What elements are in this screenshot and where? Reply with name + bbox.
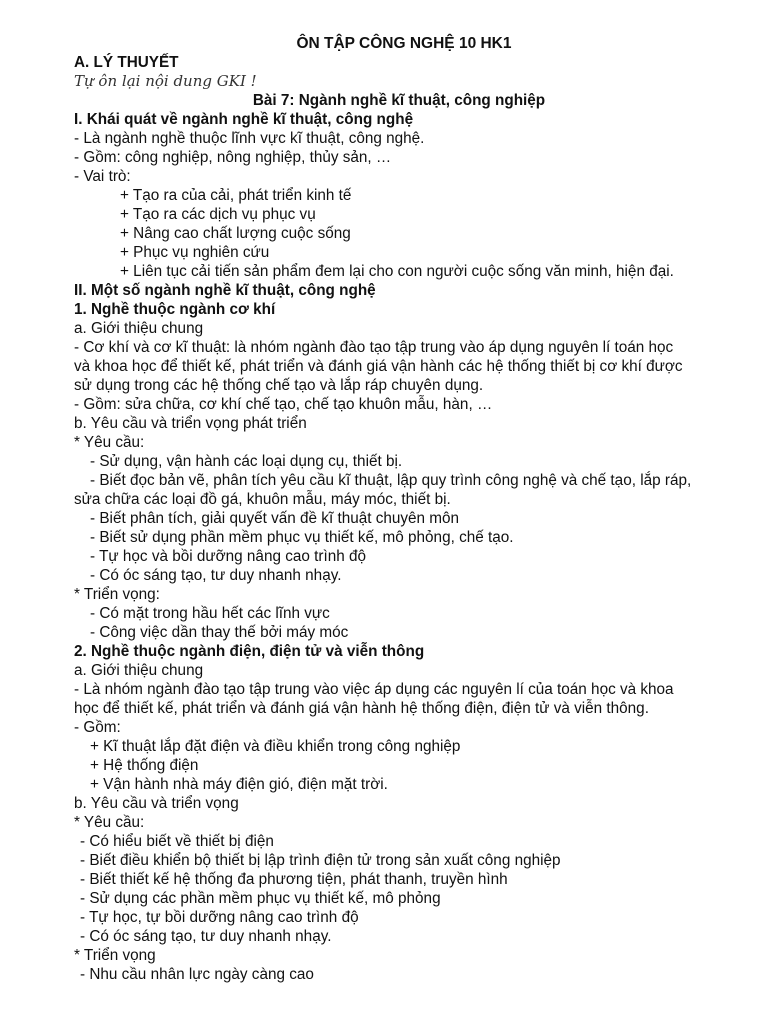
text-line: - Cơ khí và cơ kĩ thuật: là nhóm ngành đào tạo tập trung vào áp dụng nguyên lí toán học (74, 339, 674, 356)
text-line: và khoa học để thiết kế, phát triển và đánh giá vận hành các hệ thống thiết bị cơ khí được (74, 358, 683, 375)
handwritten-note: Tự ôn lại nội dung GKI ! (74, 72, 257, 90)
text-line: học để thiết kế, phát triển và đánh giá vận hành hệ thống điện, điện tử và viễn thông. (74, 700, 649, 717)
text-line: - Sử dụng các phần mềm phục vụ thiết kế, mô phỏng (80, 890, 441, 907)
document-body (74, 110, 724, 984)
text-line: - Gồm: công nghiệp, nông nghiệp, thủy sản, … (74, 149, 392, 166)
text-line: sử dụng trong các hệ thống chế tạo và lắp ráp chuyên dụng. (74, 377, 484, 394)
lesson-title: Bài 7: Ngành nghề kĩ thuật, công nghiệp (252, 92, 546, 109)
text-line: - Gồm: (74, 719, 121, 736)
text-line: * Triển vọng: (74, 586, 160, 603)
text-line: - Biết điều khiển bộ thiết bị lập trình điện tử trong sản xuất công nghiệp (80, 852, 561, 869)
text-line: - Gồm: sửa chữa, cơ khí chế tạo, chế tạo khuôn mẫu, hàn, … (74, 396, 493, 413)
text-line: - Là ngành nghề thuộc lĩnh vực kĩ thuật, công nghệ. (74, 130, 425, 147)
text-line: + Liên tục cải tiến sản phẩm đem lại cho con người cuộc sống văn minh, hiện đại. (120, 263, 674, 280)
text-line: - Biết đọc bản vẽ, phân tích yêu cầu kĩ thuật, lập quy trình công nghệ và chế tạo, lắp ráp, (90, 472, 692, 489)
text-line: - Công việc dần thay thế bởi máy móc (90, 624, 349, 641)
text-line: - Tự học, tự bồi dưỡng nâng cao trình độ (80, 909, 359, 926)
text-line: - Biết thiết kế hệ thống đa phương tiện, phát thanh, truyền hình (80, 871, 508, 888)
section-heading: 2. Nghề thuộc ngành điện, điện tử và viễn thông (74, 643, 425, 660)
text-line: sửa chữa các loại đồ gá, khuôn mẫu, máy móc, thiết bị. (74, 491, 451, 508)
text-line: - Biết sử dụng phần mềm phục vụ thiết kế, mô phỏng, chế tạo. (90, 529, 514, 546)
text-line: + Phục vụ nghiên cứu (120, 244, 270, 261)
text-line: + Kĩ thuật lắp đặt điện và điều khiển trong công nghiệp (90, 738, 461, 755)
text-line: + Nâng cao chất lượng cuộc sống (120, 225, 351, 242)
section-heading: II. Một số ngành nghề kĩ thuật, công nghệ (74, 282, 376, 299)
text-line: - Có óc sáng tạo, tư duy nhanh nhạy. (80, 928, 332, 945)
text-line: + Vận hành nhà máy điện gió, điện mặt trời. (90, 776, 388, 793)
text-line: - Có mặt trong hầu hết các lĩnh vực (90, 605, 330, 622)
document-title: ÔN TẬP CÔNG NGHỆ 10 HK1 (296, 35, 512, 52)
text-line: - Sử dụng, vận hành các loại dụng cụ, thiết bị. (90, 453, 403, 470)
text-line: a. Giới thiệu chung (74, 662, 204, 679)
text-line: + Tạo ra các dịch vụ phục vụ (120, 206, 316, 223)
text-line: - Biết phân tích, giải quyết vấn đề kĩ thuật chuyên môn (90, 510, 460, 527)
text-line: a. Giới thiệu chung (74, 320, 204, 337)
text-line: * Yêu cầu: (74, 814, 145, 831)
text-line: * Triển vọng (74, 947, 156, 964)
text-line: - Nhu cầu nhân lực ngày càng cao (80, 966, 314, 983)
text-line: - Tự học và bồi dưỡng nâng cao trình độ (90, 548, 366, 565)
section-heading: 1. Nghề thuộc ngành cơ khí (74, 301, 276, 318)
text-line: - Vai trò: (74, 168, 131, 185)
text-line: * Yêu cầu: (74, 434, 145, 451)
section-heading: I. Khái quát về ngành nghề kĩ thuật, công nghệ (74, 111, 414, 128)
text-line: - Có hiểu biết về thiết bị điện (80, 833, 274, 850)
text-line: + Hệ thống điện (90, 757, 199, 774)
text-line: - Có óc sáng tạo, tư duy nhanh nhạy. (90, 567, 342, 584)
text-line: + Tạo ra của cải, phát triển kinh tế (120, 187, 352, 204)
section-heading-theory: A. LÝ THUYẾT (74, 54, 179, 71)
text-line: b. Yêu cầu và triển vọng (74, 795, 239, 812)
text-line: - Là nhóm ngành đào tạo tập trung vào việc áp dụng các nguyên lí của toán học và khoa (74, 681, 674, 698)
text-line: b. Yêu cầu và triển vọng phát triển (74, 415, 307, 432)
